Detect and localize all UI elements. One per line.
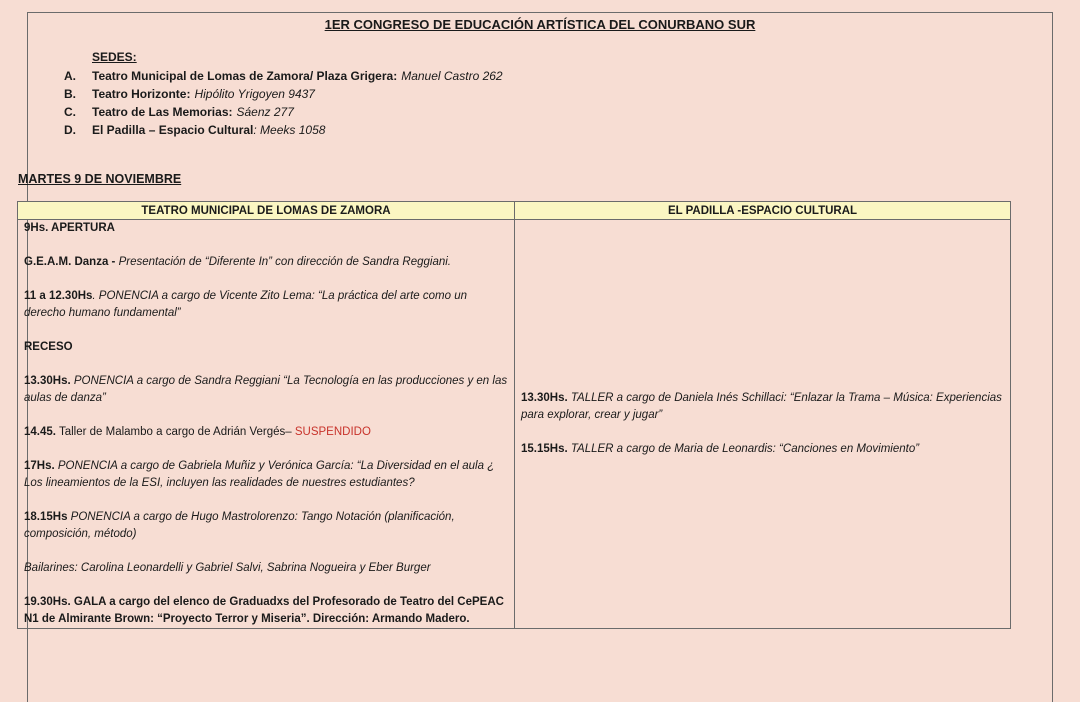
entry-text: . PONENCIA a cargo de Vicente Zito Lema: “La práctica del arte como un derecho humano fundamental”	[24, 290, 467, 319]
sede-address: : Meeks 1058	[253, 123, 326, 137]
sede-name: Teatro Municipal de Lomas de Zamora/ Plaza Grigera:	[92, 69, 398, 83]
day-heading: MARTES 9 DE NOVIEMBRE	[18, 172, 182, 186]
column-header-teatro: TEATRO MUNICIPAL DE LOMAS DE ZAMORA	[18, 202, 515, 220]
sede-item	[64, 121, 503, 139]
entry-time: 18.15Hs	[24, 511, 68, 523]
table-row	[18, 220, 1011, 629]
entry-text: Presentación de “Diferente In” con dirección de Sandra Reggiani.	[115, 256, 451, 268]
entry-time: 13.30Hs.	[24, 375, 71, 387]
sede-address: Hipólito Yrigoyen 9437	[194, 87, 315, 101]
sede-item	[64, 103, 503, 121]
document-title: 1ER CONGRESO DE EDUCACIÓN ARTÍSTICA DEL CONURBANO SUR	[324, 17, 756, 32]
schedule-entry-receso: RECESO	[24, 341, 73, 353]
schedule-entry-bailarines: Bailarines: Carolina Leonardelli y Gabriel Salvi, Sabrina Nogueira y Eber Burger	[24, 562, 431, 574]
entry-time: 17Hs.	[24, 460, 55, 472]
sedes-section	[64, 50, 503, 139]
entry-text: PONENCIA a cargo de Hugo Mastrolorenzo: Tango Notación (planificación, composición, método)	[24, 511, 455, 540]
column-header-padilla: EL PADILLA -ESPACIO CULTURAL	[515, 202, 1011, 220]
sede-name: Teatro de Las Memorias:	[92, 105, 233, 119]
sede-address: Manuel Castro 262	[401, 69, 503, 83]
sede-item	[64, 85, 503, 103]
schedule-entry-ponencia-mastrolorenzo	[24, 509, 508, 543]
schedule-entry-ponencia-zito	[24, 288, 508, 322]
entry-text: PONENCIA a cargo de Sandra Reggiani “La Tecnología en las producciones y en las aulas de danza”	[24, 375, 508, 404]
entry-time: 15.15Hs.	[521, 443, 568, 455]
teatro-schedule-cell	[18, 220, 515, 629]
table-header-row	[18, 202, 1011, 220]
sedes-heading: SEDES:	[92, 50, 137, 64]
entry-text: TALLER a cargo de Maria de Leonardis: “Canciones en Movimiento”	[567, 443, 920, 455]
entry-time: 14.45.	[24, 426, 56, 438]
entry-text: PONENCIA a cargo de Gabriela Muñiz y Verónica García: “La Diversidad en el aula ¿ Los lineamientos de la ESI, incluyen las realidades de nuestres estudiantes?	[24, 460, 495, 489]
schedule-entry-taller-schillaci	[521, 390, 1004, 424]
schedule-entry-taller-leonardis	[521, 441, 1004, 458]
entry-text: TALLER a cargo de Daniela Inés Schillaci: “Enlazar la Trama – Música: Experiencias para explorar, crear y jugar”	[521, 392, 1002, 421]
schedule-entry-gala: 19.30Hs. GALA a cargo del elenco de Graduadxs del Profesorado de Teatro del CePEAC N1 de Almirante Brown: “Proyecto Terror y Miseria”. Dirección: Armando Madero.	[24, 596, 504, 625]
schedule-entry-malambo	[24, 424, 508, 441]
entry-time: 11 a 12.30Hs	[24, 290, 93, 302]
sede-name: El Padilla – Espacio Cultural	[92, 123, 254, 137]
sede-name: Teatro Horizonte:	[92, 87, 191, 101]
schedule-entry-ponencia-muniz	[24, 458, 508, 492]
entry-time: 13.30Hs.	[521, 392, 568, 404]
sede-item	[64, 67, 503, 85]
padilla-schedule-cell	[515, 220, 1011, 629]
schedule-table	[17, 201, 1011, 629]
sede-letter: A.	[64, 69, 76, 83]
suspended-badge: SUSPENDIDO	[291, 426, 371, 438]
schedule-entry-apertura: 9Hs. APERTURA	[24, 222, 115, 234]
sede-address: Sáenz 277	[236, 105, 294, 119]
schedule-entry-ponencia-reggiani	[24, 373, 508, 407]
entry-text: Taller de Malambo a cargo de Adrián Vergés–	[55, 426, 292, 438]
sede-letter: D.	[64, 123, 76, 137]
entry-time: G.E.A.M. Danza -	[24, 256, 116, 268]
sede-letter: B.	[64, 87, 76, 101]
schedule-entry-geam	[24, 254, 508, 271]
sede-letter: C.	[64, 105, 76, 119]
